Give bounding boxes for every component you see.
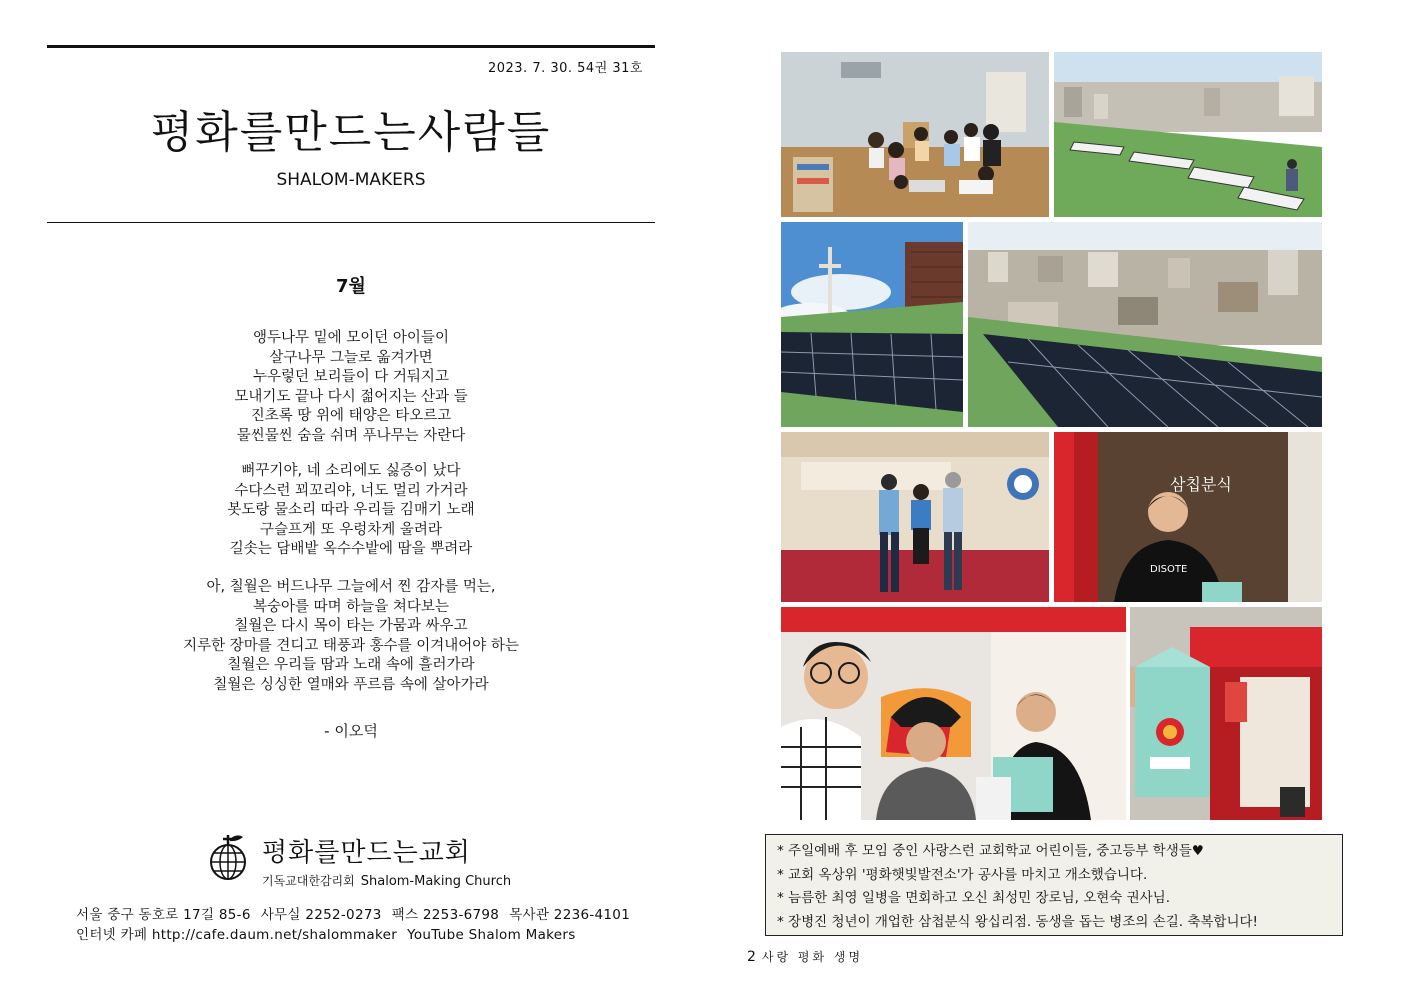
church-affiliation: [262, 872, 511, 889]
poem-line: 칠월은 우리들 땀과 노래 속에 흘러가라: [227, 657, 475, 673]
photo-captions: [765, 834, 1343, 936]
church-logo-icon: [203, 833, 253, 885]
poem-line: 구슬프게 또 우렁차게 울려라: [260, 521, 442, 538]
caption-item: * 주일예배 후 모임 중인 사랑스런 교회학교 어린이들, 중고등부 학생들♥: [777, 843, 1204, 859]
poem-line: 봇도랑 물소리 따라 우리들 김매기 노래: [227, 502, 475, 518]
page-title: 평화를만드는사람들: [150, 107, 552, 158]
poem-line: 물씬물씬 숨을 쉬며 푸나무는 자란다: [236, 427, 466, 444]
page-subtitle: SHALOM-MAKERS: [276, 170, 426, 190]
poem-line: 살구나무 그늘로 옮겨가면: [269, 349, 433, 366]
photo-group-selfie: [781, 607, 1126, 820]
caption-item: * 늠름한 최영 일병을 면회하고 오신 최성민 장로님, 오현숙 권사님.: [777, 890, 1171, 906]
poem-line: 누우렇던 보리들이 다 거둬지고: [253, 369, 449, 385]
church-name: 평화를만드는교회: [262, 838, 471, 868]
poem-line: 칠월은 다시 목이 타는 가뭄과 싸우고: [234, 618, 468, 634]
youtube-link[interactable]: YouTube Shalom Makers: [407, 927, 576, 943]
shop-sign-text: 삼칩분식: [1170, 475, 1232, 494]
church-online: [76, 923, 586, 943]
poem-line: 모내기도 끝나 다시 젊어지는 산과 들: [234, 388, 468, 405]
poem-line: 복숭아를 따며 하늘을 쳐다보는: [253, 598, 449, 615]
parsonage-phone: 목사관 2236-4101: [509, 907, 631, 923]
church-address: 서울 중구 동호로 17길 85-6: [76, 907, 251, 923]
top-rule: [47, 45, 655, 48]
cafe-link[interactable]: 인터넷 카페 http://cafe.daum.net/shalommaker: [76, 927, 398, 943]
church-contact: [76, 903, 640, 923]
poem-line: 지루한 장마를 견디고 태풍과 홍수를 이겨내어야 하는: [183, 637, 519, 654]
poem-line: 앵두나무 밑에 모이던 아이들이: [253, 330, 449, 346]
page-number: 2: [747, 949, 756, 965]
photo-city-solar: [968, 222, 1322, 427]
poem-stanza-3: [47, 578, 655, 695]
poem-line: 길솟는 담배밭 옥수수밭에 땀을 뿌려라: [229, 541, 473, 557]
photo-shop-owner: [1054, 432, 1322, 602]
caption-item: * 장병진 청년이 개업한 삼첩분식 왕십리점. 동생을 돕는 병조의 손길. 축복합니다!: [777, 913, 1258, 930]
header-divider: [47, 222, 655, 223]
church-denomination: 기독교대한감리회: [262, 874, 355, 888]
page-footer: [747, 948, 863, 965]
poem-line: 칠월은 싱싱한 열매와 푸르름 속에 살아가라: [213, 676, 489, 693]
poem-line: 진초록 땅 위에 태양은 타오르고: [250, 408, 452, 424]
photo-children-room: [781, 52, 1049, 217]
poem-line: 아, 칠월은 버드나무 그늘에서 찐 감자를 먹는,: [206, 579, 496, 595]
photo-soldier-visit: [781, 432, 1049, 602]
caption-item: * 교회 옥상위 '평화햇빛발전소'가 공사를 마치고 개소했습니다.: [777, 866, 1148, 883]
church-name-en: Shalom-Making Church: [360, 874, 512, 889]
photo-rooftop-construction: [1054, 52, 1322, 217]
footer-motto: 사랑 평화 생명: [761, 950, 864, 964]
poem-stanza-1: [47, 329, 655, 446]
shirt-print-text: DISOTE: [1150, 564, 1188, 575]
poem-line: 뻐꾸기야, 네 소리에도 싫증이 났다: [241, 463, 461, 479]
poem-title: 7월: [336, 276, 366, 297]
photo-cross-solar: [781, 222, 963, 427]
poem-stanza-2: [47, 462, 655, 560]
poem-line: 수다스런 꾀꼬리야, 너도 멀리 가거라: [234, 482, 468, 499]
photo-shop-front: [1130, 607, 1322, 820]
office-phone: 사무실 2252-0273: [260, 907, 382, 923]
poem-author: - 이오덕: [324, 722, 378, 740]
fax-number: 팩스 2253-6798: [391, 907, 500, 923]
issue-date: 2023. 7. 30. 54권 31호: [487, 61, 643, 76]
